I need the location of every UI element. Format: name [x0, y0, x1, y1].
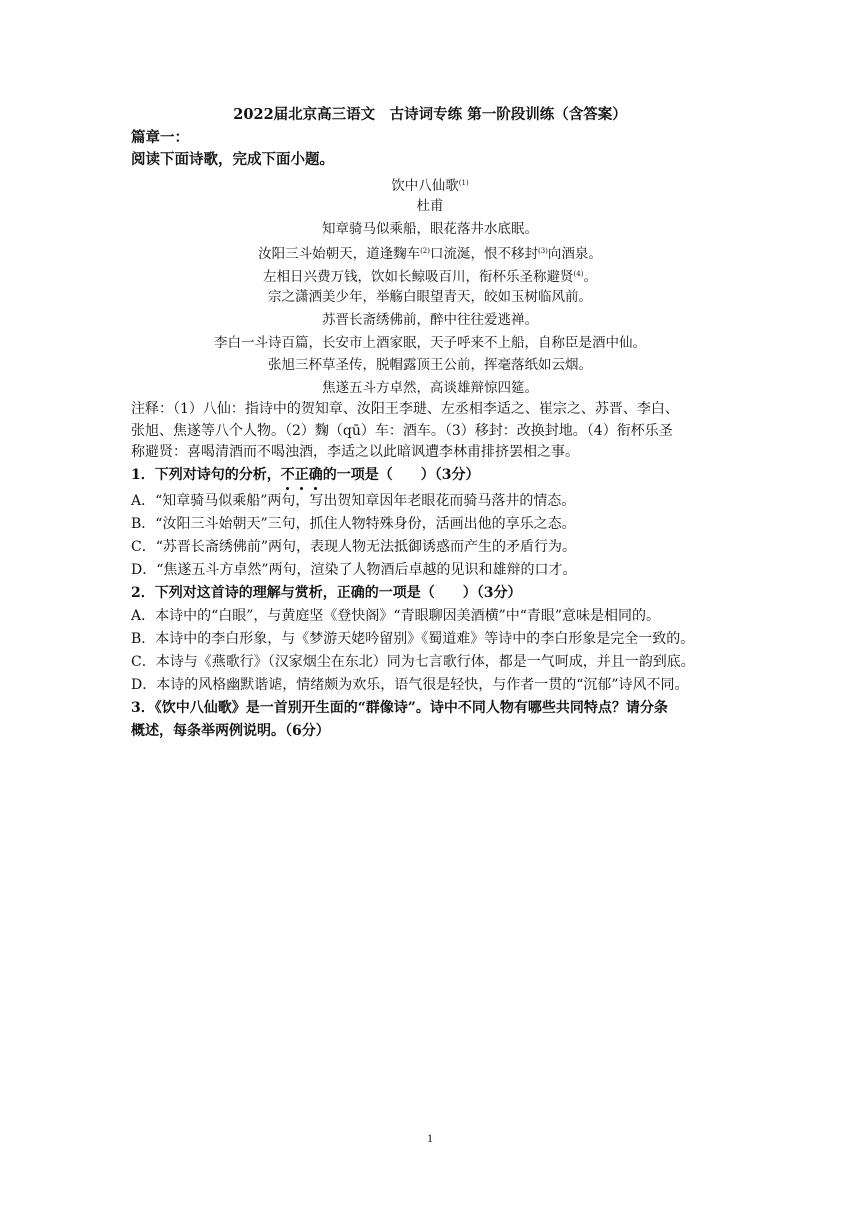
- question-2-option-c: C．本诗与《燕歌行》（汉家烟尘在东北）同为七言歌行体，都是一气呵成，并且一韵到底。: [131, 654, 695, 670]
- emphasis-char: 不: [281, 464, 295, 486]
- question-1-option-a: A．“知章骑马似乘船”两句，写出贺知章因年老眼花而骑马落井的情态。: [131, 493, 576, 509]
- section-heading: 篇章一：: [131, 129, 189, 146]
- question-1-stem: 1．下列对诗句的分析，不正确的一项是（ ）（3分）: [131, 464, 741, 486]
- note-line: 注释：（1）八仙：指诗中的贺知章、汝阳王李琎、左丞相李适之、崔宗之、苏晋、李白、: [131, 401, 679, 417]
- question-3-stem-line-1: 3．《饮中八仙歌》是一首别开生面的“群像诗”。诗中不同人物有哪些共同特点？请分条: [131, 700, 668, 716]
- footnote-marker: (1): [458, 179, 469, 187]
- question-2-option-a: A．本诗中的“白眼”，与黄庭坚《登快阁》“青眼聊因美酒横”中“青眼”意味是相同的。: [131, 608, 661, 624]
- question-2-stem: 2．下列对这首诗的理解与赏析，正确的一项是（ ）（3分）: [131, 585, 522, 601]
- question-3-stem-line-2: 概述，每条举两例说明。（6分）: [131, 723, 330, 739]
- footnote-marker: (2): [420, 247, 430, 256]
- poem-line: 李白一斗诗百篇，长安市上酒家眠，天子呼来不上船，自称臣是酒中仙。: [214, 334, 646, 351]
- poem-line: 张旭三杯草圣传，脱帽露顶王公前，挥毫落纸如云烟。: [268, 357, 592, 374]
- question-1-option-d: D．“焦遂五斗方卓然”两句，渲染了人物酒后卓越的见识和雄辩的口才。: [131, 562, 577, 578]
- poem-line: 知章骑马似乘船，眼花落井水底眠。: [322, 220, 538, 237]
- poem: [0, 172, 860, 400]
- question-2-option-b: B．本诗中的李白形象，与《梦游天姥吟留别》《蜀道难》等诗中的李白形象是完全一致的。: [131, 631, 695, 647]
- note-line: 张旭、焦遂等八个人物。（2）麴（qū）车：酒车。（3）移封：改换封地。（4）衔杯乐圣: [131, 422, 673, 439]
- question-1-option-c: C．“苏晋长斋绣佛前”两句，表现人物无法抵御诱惑而产生的矛盾行为。: [131, 539, 577, 555]
- question-1-option-b: B．“汝阳三斗始朝天”三句，抓住人物特殊身份，活画出他的享乐之态。: [131, 516, 576, 532]
- poem-line: 宗之潇洒美少年，举觞白眼望青天，皎如玉树临风前。: [268, 288, 592, 305]
- note-line: 称避贤：喜喝清酒而不喝浊酒，李适之以此暗讽遭李林甫排挤罢相之事。: [131, 444, 579, 461]
- poem-line: 左相日兴费万钱，饮如长鲸吸百川，衔杯乐圣称避贤$^{(4)}$。: [263, 269, 597, 286]
- emphasis-char: 正: [295, 464, 309, 486]
- page-number: 1: [427, 1131, 433, 1145]
- footnote-marker: (3): [538, 247, 548, 256]
- document-title: 2022届北京高三语文 古诗词专练 第一阶段训练（含答案）: [233, 106, 627, 123]
- poem-notes: [131, 399, 731, 464]
- poem-author: 杜甫: [416, 197, 444, 214]
- emphasis-char: 确: [309, 464, 323, 486]
- reading-instruction: 阅读下面诗歌，完成下面小题。: [131, 151, 334, 168]
- poem-line: 苏晋长斋绣佛前，醉中往往爱逃禅。: [322, 311, 538, 328]
- poem-title: 饮中八仙歌$^{(1)}$: [391, 178, 469, 194]
- question-2-option-d: D．本诗的风格幽默谐谑，情绪颇为欢乐，语气很是轻快，与作者一贯的“沉郁”诗风不同。: [131, 677, 689, 693]
- footnote-marker: (4): [573, 270, 584, 279]
- poem-line: 汝阳三斗始朝天，道逢麴车$^{(2)}$口流涎，恨不移封$^{(3)}$向酒泉。: [258, 246, 602, 263]
- poem-line: 焦遂五斗方卓然，高谈雄辩惊四筵。: [322, 380, 538, 397]
